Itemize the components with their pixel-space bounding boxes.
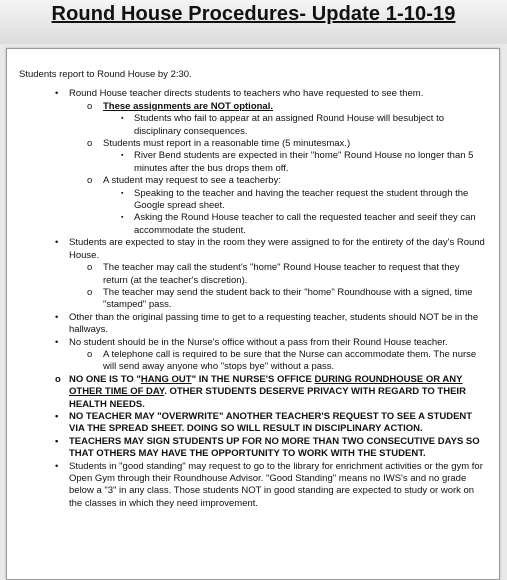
- square-bullet: ▪: [121, 152, 124, 160]
- list-item: [19, 150, 487, 175]
- item-text: A student may request to see a teacherby:: [103, 175, 281, 187]
- circle-bullet: o: [55, 373, 61, 385]
- item-text: TEACHERS MAY SIGN STUDENTS UP FOR NO MORE THAN TWO CONSECUTIVE DAYS SO THAT OTHERS MAY HAVE THE OPPORTUNITY TO WORK WITH THE STUDENT.: [69, 435, 480, 460]
- list-item: [19, 237, 487, 262]
- item-text-part: NO ONE IS TO ": [69, 373, 141, 385]
- item-text: River Bend students are expected in their "home" Round House no longer than 5 minutes after the bus drops them off.: [134, 150, 474, 174]
- disc-bullet: •: [55, 311, 59, 323]
- item-text: Round House teacher directs students to teachers who have requested to see them.: [69, 88, 424, 100]
- item-text-part: HANG OUT: [140, 373, 192, 385]
- list-item: [19, 101, 487, 113]
- square-bullet: ▪: [121, 115, 124, 123]
- item-text: The teacher may call the student's "home" Round House teacher to request that they return (at the teacher's discretion).: [103, 262, 460, 286]
- list-item: [19, 287, 487, 312]
- document-page: [6, 48, 500, 580]
- item-text-part: DURING ROUNDHOUSE OR ANY OTHER TIME OF DAY: [69, 373, 463, 398]
- list-item: [19, 88, 487, 100]
- item-text: Speaking to the teacher and having the teacher request the student through the Google spread sheet.: [134, 187, 469, 212]
- disc-bullet: •: [55, 237, 59, 249]
- list-item: [19, 312, 487, 337]
- circle-bullet: o: [87, 348, 93, 360]
- item-text: Asking the Round House teacher to call the requested teacher and seeif they can accommodate the student.: [134, 212, 476, 236]
- item-text: Students must report in a reasonable time (5 minutesmax.): [103, 138, 351, 150]
- circle-bullet: o: [87, 100, 93, 112]
- disc-bullet: •: [55, 410, 59, 422]
- circle-bullet: o: [87, 286, 93, 298]
- item-text: Students in "good standing" may request to go to the library for enrichment activities or the gym for Open Gym through their Roundhouse Advisor. "Good Standing" means no IWS's and no grade below a "3" in any class. Those students NOT in good standing are expected to study or work on the classes in which they need improvement.: [69, 460, 483, 509]
- item-text-part: . OTHER STUDENTS DESERVE PRIVACY WITH REGARD TO THEIR HEALTH NEEDS.: [69, 386, 466, 410]
- square-bullet: ▪: [121, 189, 124, 197]
- list-item: [19, 436, 487, 461]
- circle-bullet: o: [87, 262, 93, 274]
- intro-text: Students report to Round House by 2:30.: [19, 69, 192, 80]
- item-text: No student should be in the Nurse's office without a pass from their Round House teacher.: [69, 336, 448, 348]
- list-item: [19, 175, 487, 187]
- list-item: [19, 411, 487, 436]
- disc-bullet: •: [55, 435, 59, 447]
- list-item: [19, 461, 487, 511]
- item-text: The teacher may send the student back to their "home" Roundhouse with a signed, time "stamped" pass.: [103, 286, 473, 311]
- title-bar: [0, 0, 507, 44]
- list-item: [19, 212, 487, 237]
- page-title: Round House Procedures- Update 1-10-19: [51, 3, 456, 25]
- item-text: Other than the original passing time to get to a requesting teacher, students should NOT be in the hallways.: [69, 311, 479, 336]
- list-item: [19, 138, 487, 150]
- item-text: These assignments are NOT optional.: [103, 100, 273, 112]
- list-item: [19, 374, 487, 411]
- item-text: NO TEACHER MAY "OVERWRITE" ANOTHER TEACHER'S REQUEST TO SEE A STUDENT VIA THE SPREAD SHEET. DOING SO WILL RESULT IN DISCIPLINARY ACTION.: [69, 410, 473, 435]
- item-text: Students who fail to appear at an assigned Round House will besubject to disciplinary consequences.: [134, 113, 445, 137]
- list-item: [19, 262, 487, 287]
- list-item: [19, 349, 487, 374]
- circle-bullet: o: [87, 175, 93, 187]
- item-text: Students are expected to stay in the room they were assigned to for the entirety of the day's Round House.: [69, 237, 485, 261]
- disc-bullet: •: [55, 460, 59, 472]
- item-text: A telephone call is required to be sure that the Nurse can accommodate them. The nurse will send away anyone who "stops bye" without a pass.: [103, 348, 477, 373]
- disc-bullet: •: [55, 336, 59, 348]
- list-item: [19, 113, 487, 138]
- square-bullet: ▪: [121, 214, 124, 222]
- document-content: [19, 69, 487, 510]
- circle-bullet: o: [87, 138, 93, 150]
- item-text-part: " IN THE NURSE'S OFFICE: [191, 373, 315, 385]
- disc-bullet: •: [55, 88, 59, 100]
- list-item: [19, 188, 487, 213]
- list-item: [19, 337, 487, 349]
